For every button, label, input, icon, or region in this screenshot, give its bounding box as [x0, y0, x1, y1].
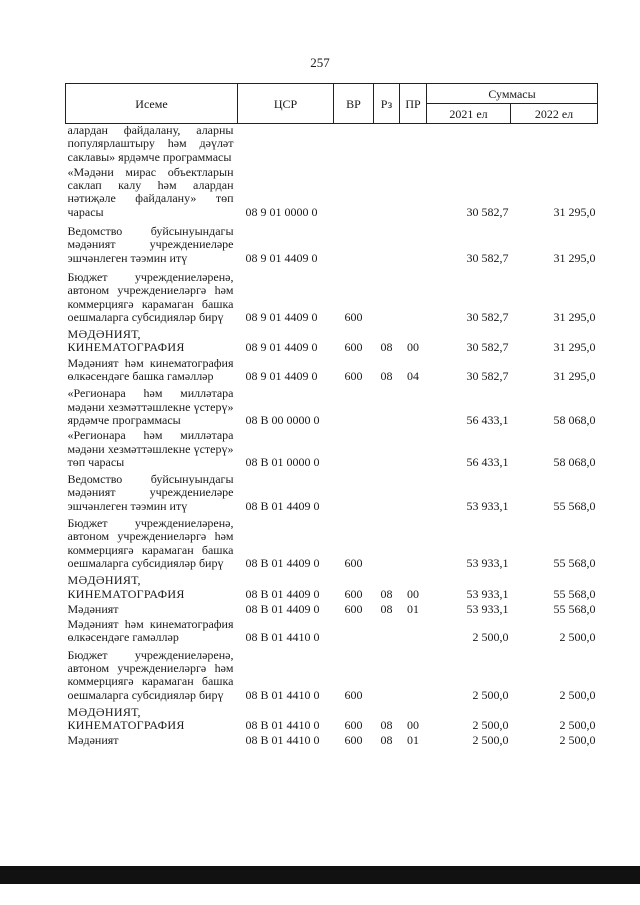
- header-name: Исеме: [66, 84, 238, 124]
- cell-pr: 01: [407, 601, 419, 616]
- table-row: [66, 328, 598, 357]
- cell-csr: 08 В 01 4409 0: [245, 586, 320, 601]
- cell-csr: 08 В 01 4410 0: [245, 733, 320, 748]
- header-pr: ПР: [400, 84, 427, 124]
- cell-name: «Мәдәни мирас объектларын саклап калу һәм алардан нәтиҗәле файдалану» төп чарасы: [67, 164, 234, 219]
- cell-name: Ведомство буйсынуындагы мәдәният учреждениеләре эшчәнлеген тәэмин итү: [67, 224, 234, 265]
- cell-y2022: 55 568,0: [553, 498, 596, 513]
- cell-csr: 08 9 01 0000 0: [245, 204, 318, 219]
- cell-pr: 00: [407, 586, 419, 601]
- cell-name: Мәдәният һәм кинематография өлкәсендәге гамәлләр: [67, 617, 234, 645]
- table-header: [66, 84, 598, 124]
- cell-rz: 08: [380, 369, 393, 384]
- table-row: [66, 706, 598, 735]
- cell-name: МӘДӘНИЯТ, КИНЕМАТОГРАФИЯ: [67, 573, 185, 601]
- cell-vr: [334, 429, 374, 473]
- cell-rz: [374, 225, 400, 271]
- cell-y2022: 31 295,0: [553, 340, 596, 355]
- cell-rz: [374, 166, 400, 225]
- cell-name: Мәдәният: [67, 733, 119, 748]
- cell-vr: 600: [344, 369, 363, 384]
- cell-y2021: 53 933,1: [466, 555, 509, 570]
- cell-rz: [374, 429, 400, 473]
- cell-csr: 08 В 01 4409 0: [245, 555, 320, 570]
- cell-name: алардан файдалану, аларны популярлаштыру һәм дәүләт саклавы» ярдәмче программасы: [67, 123, 234, 164]
- header-csr: ЦСР: [238, 84, 334, 124]
- table-row: [66, 603, 598, 618]
- cell-pr: [400, 271, 427, 328]
- cell-y2021: 30 582,7: [466, 204, 509, 219]
- cell-y2021: 56 433,1: [466, 454, 509, 469]
- cell-vr: [334, 387, 374, 429]
- table-row: [66, 271, 598, 328]
- cell-y2022: 31 295,0: [553, 369, 596, 384]
- cell-vr: [334, 473, 374, 517]
- cell-csr: 08 В 01 0000 0: [245, 454, 320, 469]
- cell-name: Бюджет учреждениеләренә, автоном учреждениеләргә һәм коммерциягә карамаган башка оешмаларга субсидияләр бирү: [67, 516, 234, 570]
- cell-name: Мәдәният: [67, 601, 119, 616]
- cell-y2021: 2 500,0: [472, 630, 509, 645]
- cell-rz: [374, 618, 400, 649]
- cell-pr: 01: [407, 733, 419, 748]
- cell-vr: 600: [344, 733, 363, 748]
- cell-y2022: 55 568,0: [553, 586, 596, 601]
- cell-vr: [334, 166, 374, 225]
- cell-y2021: 30 582,7: [466, 309, 509, 324]
- cell-pr: [400, 517, 427, 574]
- cell-csr: 08 9 01 4409 0: [245, 340, 318, 355]
- cell-pr: 00: [407, 340, 419, 355]
- cell-y2022: 2 500,0: [559, 630, 596, 645]
- cell-y2021: 53 933,1: [466, 498, 509, 513]
- cell-csr: 08 В 01 4410 0: [245, 687, 320, 702]
- table-row: [66, 734, 598, 749]
- cell-rz: 08: [380, 601, 393, 616]
- cell-vr: 600: [344, 586, 363, 601]
- table-row: [66, 225, 598, 271]
- cell-y2022: 2 500,0: [559, 733, 596, 748]
- table-row: [66, 649, 598, 706]
- cell-y2021: 30 582,7: [466, 369, 509, 384]
- cell-name: МӘДӘНИЯТ, КИНЕМАТОГРАФИЯ: [67, 327, 185, 355]
- cell-rz: [374, 387, 400, 429]
- cell-y2022: 31 295,0: [553, 309, 596, 324]
- cell-csr: 08 В 01 4409 0: [245, 498, 320, 513]
- cell-csr: 08 9 01 4409 0: [245, 250, 318, 265]
- cell-vr: 600: [344, 340, 363, 355]
- header-vr: ВР: [334, 84, 374, 124]
- page-number: 257: [310, 55, 330, 70]
- cell-y2022: 2 500,0: [559, 687, 596, 702]
- cell-y2022: 2 500,0: [559, 718, 596, 733]
- table-body: [66, 124, 598, 750]
- cell-y2021: 30 582,7: [466, 340, 509, 355]
- cell-rz: [374, 517, 400, 574]
- cell-csr: 08 В 01 4410 0: [245, 718, 320, 733]
- cell-rz: [374, 649, 400, 706]
- cell-y2022: 58 068,0: [553, 454, 596, 469]
- cell-pr: 04: [407, 369, 419, 384]
- cell-rz: 08: [380, 586, 393, 601]
- cell-y2021: 2 500,0: [472, 718, 509, 733]
- cell-y2021: 2 500,0: [472, 733, 509, 748]
- cell-name: Бюджет учреждениеләренә, автоном учреждениеләргә һәм коммерциягә карамаган башка оешмаларга субсидияләр бирү: [67, 269, 234, 324]
- cell-vr: [334, 225, 374, 271]
- table-row: [66, 429, 598, 473]
- budget-table: [65, 83, 598, 750]
- header-year-2021: 2021 ел: [427, 104, 511, 124]
- scan-edge-bar: [0, 866, 640, 884]
- table-row: [66, 473, 598, 517]
- cell-y2021: 53 933,1: [466, 586, 509, 601]
- table-row: [66, 387, 598, 429]
- cell-y2022: 31 295,0: [553, 204, 596, 219]
- cell-pr: [400, 618, 427, 649]
- header-rz: Рз: [374, 84, 400, 124]
- cell-pr: [400, 387, 427, 429]
- cell-vr: [334, 124, 374, 166]
- cell-vr: [334, 618, 374, 649]
- table-row: [66, 357, 598, 388]
- table-row: [66, 618, 598, 649]
- cell-name: Мәдәният һәм кинематография өлкәсендәге башка гамәлләр: [67, 355, 234, 384]
- cell-name: МӘДӘНИЯТ, КИНЕМАТОГРАФИЯ: [67, 704, 185, 733]
- cell-pr: 00: [407, 718, 419, 733]
- cell-vr: 600: [344, 687, 363, 702]
- cell-y2022: 55 568,0: [553, 601, 596, 616]
- cell-vr: 600: [344, 718, 363, 733]
- header-year-2022: 2022 ел: [511, 104, 598, 124]
- cell-rz: [374, 473, 400, 517]
- cell-vr: 600: [344, 555, 363, 570]
- cell-y2022: 55 568,0: [553, 555, 596, 570]
- cell-pr: [400, 124, 427, 166]
- cell-name: Ведомство буйсынуындагы мәдәният учреждениеләре эшчәнлеген тәэмин итү: [67, 472, 234, 513]
- cell-name: «Регионара һәм милләтара мәдәни хезмәттәшлекне үстерү» ярдәмче программасы: [67, 386, 234, 427]
- cell-rz: 08: [380, 718, 393, 733]
- cell-csr: 08 В 01 4410 0: [245, 630, 320, 645]
- cell-csr: 08 9 01 4409 0: [245, 369, 318, 384]
- cell-rz: [374, 271, 400, 328]
- cell-pr: [400, 473, 427, 517]
- cell-y2021: 2 500,0: [472, 687, 509, 702]
- cell-vr: 600: [344, 309, 363, 324]
- cell-y2022: [511, 124, 598, 166]
- cell-y2022: 58 068,0: [553, 412, 596, 427]
- cell-csr: 08 В 01 4409 0: [245, 601, 320, 616]
- cell-pr: [400, 429, 427, 473]
- cell-y2021: 53 933,1: [466, 601, 509, 616]
- header-sums: Суммасы: [427, 84, 598, 104]
- cell-y2022: 31 295,0: [553, 250, 596, 265]
- table-row: [66, 574, 598, 603]
- cell-csr: [238, 124, 334, 166]
- table-row: [66, 517, 598, 574]
- cell-rz: [374, 124, 400, 166]
- cell-pr: [400, 166, 427, 225]
- cell-y2021: 56 433,1: [466, 412, 509, 427]
- cell-y2021: 30 582,7: [466, 250, 509, 265]
- cell-pr: [400, 225, 427, 271]
- cell-y2021: [427, 124, 511, 166]
- cell-name: Бюджет учреждениеләренә, автоном учреждениеләргә һәм коммерциягә карамаган башка оешмаларга субсидияләр бирү: [67, 647, 234, 702]
- cell-rz: 08: [380, 340, 393, 355]
- cell-csr: 08 9 01 4409 0: [245, 309, 318, 324]
- table-row: [66, 124, 598, 166]
- cell-name: «Регионара һәм милләтара мәдәни хезмәттәшлекне үстерү» төп чарасы: [67, 428, 234, 469]
- cell-rz: 08: [380, 733, 393, 748]
- cell-csr: 08 В 00 0000 0: [245, 412, 320, 427]
- cell-vr: 600: [344, 601, 363, 616]
- cell-pr: [400, 649, 427, 706]
- table-row: [66, 166, 598, 225]
